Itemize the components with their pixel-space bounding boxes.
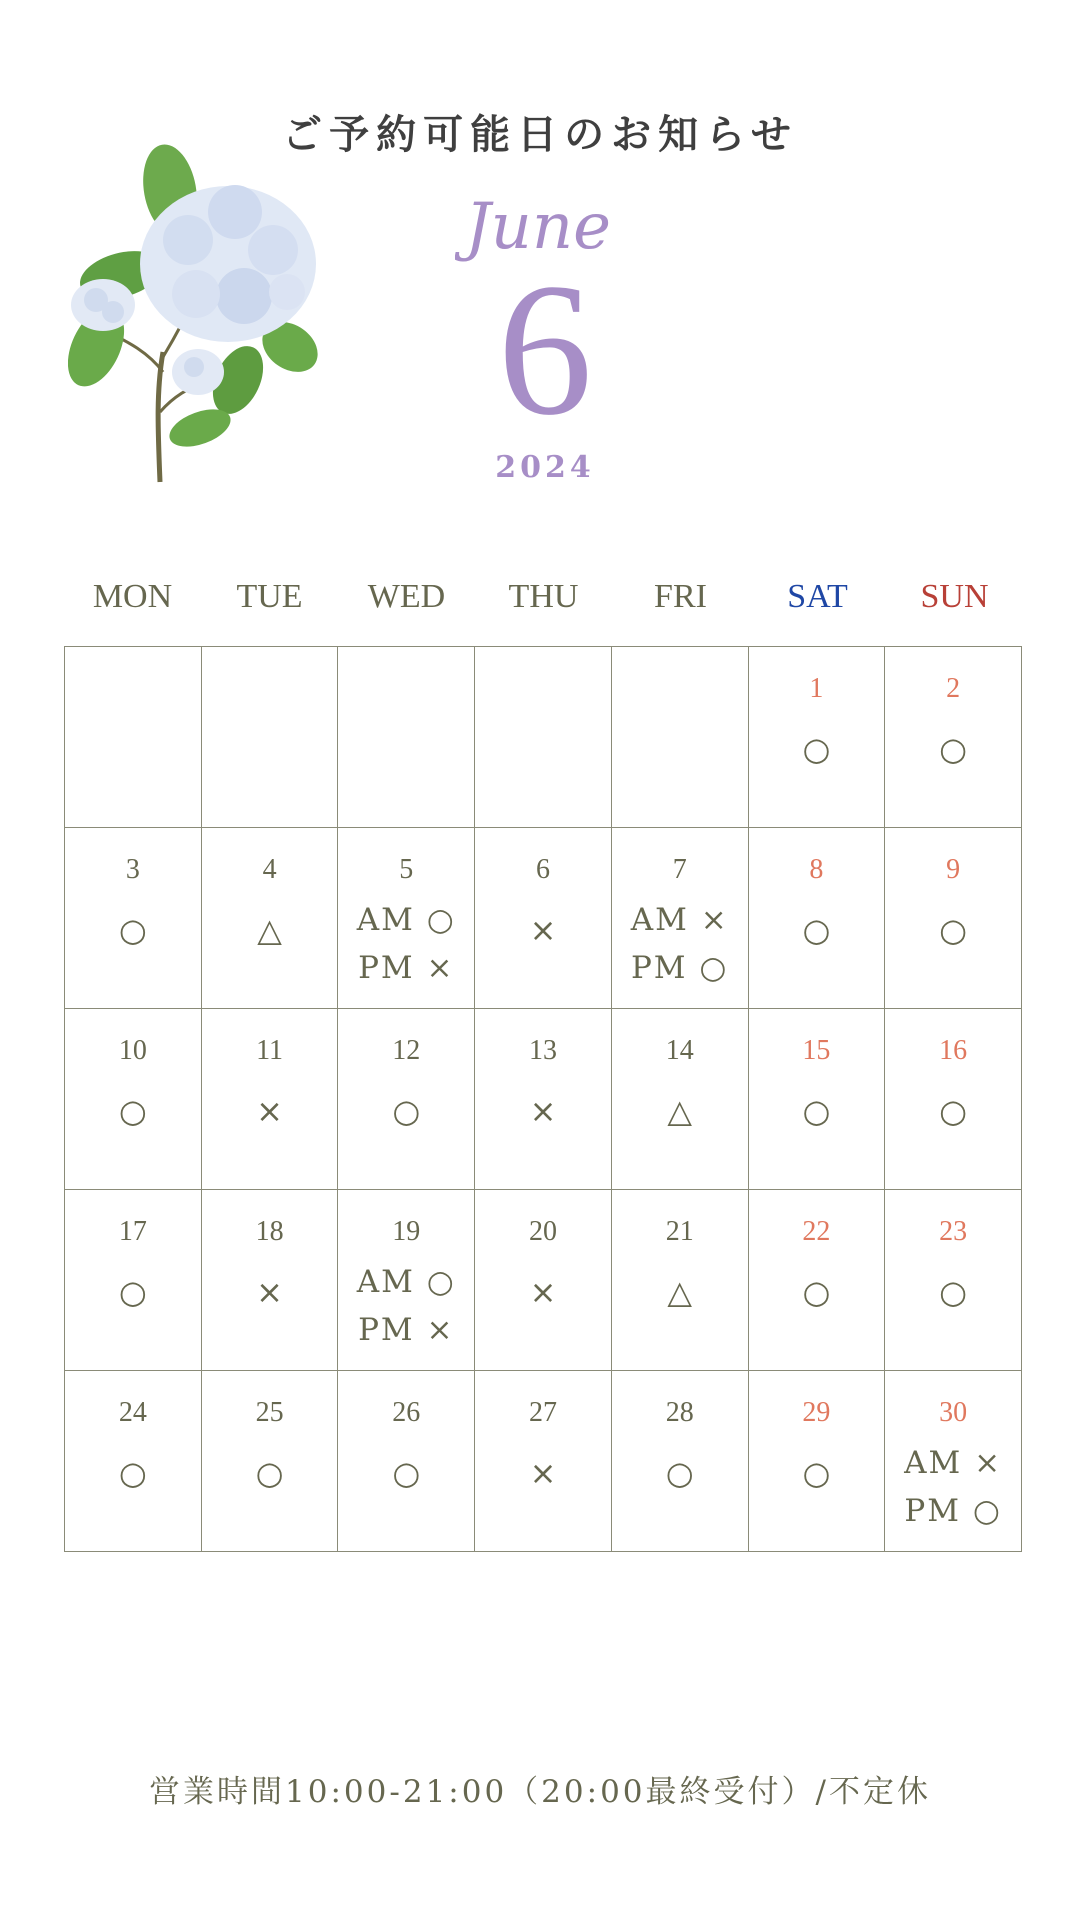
availability-mark: ○ xyxy=(939,1273,968,1311)
calendar-day-cell xyxy=(885,647,1022,828)
availability-mark: ○ xyxy=(118,1092,147,1130)
weekday-label: MON xyxy=(92,578,173,615)
calendar-day-cell xyxy=(612,647,749,828)
weekday-label: THU xyxy=(508,578,579,615)
availability-mark: × xyxy=(529,1092,557,1130)
day-number: 29 xyxy=(802,1397,831,1428)
day-number: 12 xyxy=(392,1035,421,1066)
day-number: 11 xyxy=(256,1035,284,1066)
calendar-day-cell xyxy=(202,1190,339,1371)
day-number: 26 xyxy=(392,1397,421,1428)
svg-text:June: June xyxy=(465,190,611,264)
calendar-day-cell xyxy=(749,828,886,1009)
calendar-day-cell xyxy=(475,828,612,1009)
availability-mark: ○ xyxy=(802,1092,831,1130)
page-title: ご予約可能日のお知らせ xyxy=(282,111,798,158)
am-pm-availability xyxy=(338,1258,474,1354)
availability-mark: △ xyxy=(667,1273,692,1311)
day-number: 2 xyxy=(946,673,961,704)
calendar-day-cell xyxy=(65,1009,202,1190)
calendar-day-cell xyxy=(749,1190,886,1371)
day-number: 13 xyxy=(528,1035,557,1066)
calendar-day-cell xyxy=(202,647,339,828)
calendar-day-cell xyxy=(885,828,1022,1009)
day-number: 30 xyxy=(939,1397,968,1428)
day-number: 9 xyxy=(946,854,961,885)
day-number: 16 xyxy=(939,1035,968,1066)
calendar-day-cell xyxy=(338,1009,475,1190)
weekday-header-row xyxy=(64,578,1024,622)
availability-mark: ○ xyxy=(802,1273,831,1311)
day-number: 28 xyxy=(665,1397,694,1428)
pm-availability: PM ○ xyxy=(630,950,729,986)
availability-mark: △ xyxy=(257,911,282,949)
day-number: 15 xyxy=(802,1035,831,1066)
availability-mark: ○ xyxy=(802,1454,831,1492)
calendar-day-cell xyxy=(338,647,475,828)
day-number: 23 xyxy=(939,1216,968,1247)
business-hours-note: 営業時間10:00-21:00（20:00最終受付）/不定休 xyxy=(149,1774,931,1810)
availability-mark: △ xyxy=(667,1092,692,1130)
availability-mark: ○ xyxy=(392,1092,421,1130)
am-pm-availability xyxy=(338,896,474,992)
weekday-label-sunday: SUN xyxy=(920,578,989,615)
calendar-day-cell xyxy=(65,647,202,828)
availability-mark: ○ xyxy=(118,911,147,949)
calendar-day-cell xyxy=(612,1190,749,1371)
availability-mark: × xyxy=(529,1273,557,1311)
day-number: 20 xyxy=(528,1216,557,1247)
calendar-day-cell xyxy=(475,1190,612,1371)
availability-mark: ○ xyxy=(802,911,831,949)
am-availability: AM ○ xyxy=(356,902,456,938)
day-number: 7 xyxy=(672,854,687,885)
availability-mark: ○ xyxy=(939,1092,968,1130)
day-number: 1 xyxy=(809,673,824,704)
availability-mark: ○ xyxy=(118,1273,147,1311)
day-number: 24 xyxy=(118,1397,147,1428)
day-number: 8 xyxy=(809,854,824,885)
availability-mark: ○ xyxy=(939,911,968,949)
day-number: 27 xyxy=(528,1397,557,1428)
weekday-label: TUE xyxy=(236,578,303,615)
calendar-day-cell xyxy=(749,1371,886,1552)
calendar-day-cell xyxy=(885,1009,1022,1190)
day-number: 5 xyxy=(399,854,414,885)
calendar-day-cell xyxy=(65,1371,202,1552)
weekday-label-saturday: SAT xyxy=(787,578,848,615)
calendar-day-cell xyxy=(475,1009,612,1190)
calendar-day-cell xyxy=(338,1190,475,1371)
hydrangea-illustration xyxy=(68,142,338,487)
am-pm-availability xyxy=(885,1439,1021,1535)
availability-mark: ○ xyxy=(392,1454,421,1492)
day-number: 17 xyxy=(118,1216,147,1247)
day-number: 10 xyxy=(118,1035,147,1066)
availability-mark: × xyxy=(256,1273,283,1311)
calendar-day-cell xyxy=(612,1009,749,1190)
availability-mark: × xyxy=(256,1092,283,1130)
year-label: 2024 xyxy=(495,450,595,485)
am-pm-availability xyxy=(612,896,748,992)
weekday-label: WED xyxy=(367,578,446,615)
calendar-day-cell xyxy=(612,828,749,1009)
month-number: 6 xyxy=(497,245,593,455)
pm-availability: PM × xyxy=(358,950,455,986)
calendar-day-cell xyxy=(202,1009,339,1190)
calendar-day-cell xyxy=(749,647,886,828)
day-number: 19 xyxy=(392,1216,421,1247)
availability-mark: ○ xyxy=(118,1454,147,1492)
calendar-day-cell xyxy=(885,1190,1022,1371)
weekday-label: FRI xyxy=(654,578,707,615)
calendar-day-cell xyxy=(475,1371,612,1552)
day-number: 14 xyxy=(665,1035,694,1066)
calendar-day-cell xyxy=(885,1371,1022,1552)
availability-mark: ○ xyxy=(802,730,831,768)
calendar-day-cell xyxy=(338,1371,475,1552)
availability-mark: ○ xyxy=(939,730,968,768)
calendar-day-cell xyxy=(612,1371,749,1552)
am-availability: AM × xyxy=(904,1445,1003,1481)
calendar-day-cell xyxy=(475,647,612,828)
day-number: 3 xyxy=(125,854,140,885)
availability-mark: × xyxy=(529,1454,557,1492)
calendar-grid xyxy=(64,646,1022,1552)
day-number: 21 xyxy=(665,1216,694,1247)
pm-availability: PM × xyxy=(358,1312,455,1348)
day-number: 4 xyxy=(262,854,277,885)
availability-mark: × xyxy=(529,911,557,949)
calendar-day-cell xyxy=(65,828,202,1009)
availability-mark: ○ xyxy=(665,1454,694,1492)
calendar-day-cell xyxy=(65,1190,202,1371)
day-number: 22 xyxy=(802,1216,831,1247)
calendar-day-cell xyxy=(202,1371,339,1552)
availability-mark: ○ xyxy=(255,1454,284,1492)
pm-availability: PM ○ xyxy=(904,1493,1002,1529)
am-availability: AM × xyxy=(630,902,729,938)
am-availability: AM ○ xyxy=(356,1264,456,1300)
calendar-day-cell xyxy=(749,1009,886,1190)
day-number: 18 xyxy=(255,1216,284,1247)
day-number: 6 xyxy=(535,854,550,885)
day-number: 25 xyxy=(255,1397,284,1428)
calendar-day-cell xyxy=(338,828,475,1009)
calendar-day-cell xyxy=(202,828,339,1009)
